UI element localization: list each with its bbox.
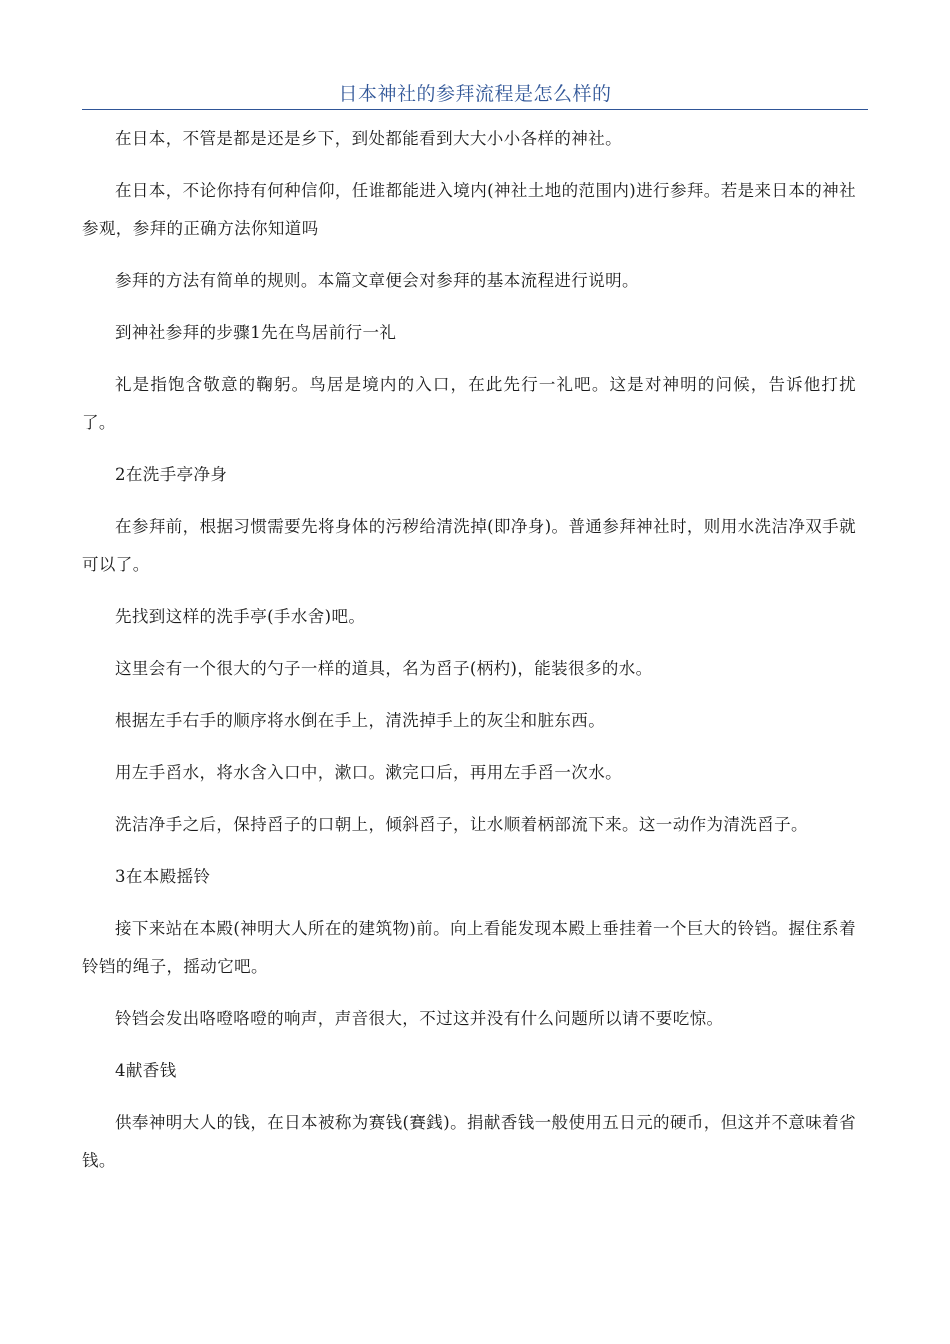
document-body [82,120,856,1180]
paragraph: 洗洁净手之后，保持舀子的口朝上，倾斜舀子，让水顺着柄部流下来。这一动作为清洗舀子。 [115,815,808,834]
paragraph: 根据左手右手的顺序将水倒在手上，清洗掉手上的灰尘和脏东西。 [115,711,606,730]
title-underline [82,109,868,110]
document-title: 日本神社的参拜流程是怎么样的 [338,83,612,105]
paragraph: 接下来站在本殿(神明大人所在的建筑物)前。向上看能发现本殿上垂挂着一个巨大的铃铛。握住系着铃铛的绳子，摇动它吧。 [82,919,856,976]
paragraph: 先找到这样的洗手亭(手水舍)吧。 [115,607,366,626]
paragraph: 供奉神明大人的钱，在日本被称为赛钱(賽銭)。捐献香钱一般使用五日元的硬币，但这并不意味着省钱。 [82,1113,856,1170]
section-heading: 2在洗手亭净身 [115,465,228,484]
paragraph: 在日本，不论你持有何种信仰，任谁都能进入境内(神社土地的范围内)进行参拜。若是来日本的神社参观，参拜的正确方法你知道吗 [82,181,856,238]
paragraph: 参拜的方法有简单的规则。本篇文章便会对参拜的基本流程进行说明。 [115,271,639,290]
paragraph: 这里会有一个很大的勺子一样的道具，名为舀子(柄杓)，能装很多的水。 [115,659,653,678]
paragraph: 礼是指饱含敬意的鞠躬。鸟居是境内的入口，在此先行一礼吧。这是对神明的问候，告诉他打扰了。 [82,375,856,432]
section-heading: 3在本殿摇铃 [115,867,211,886]
paragraph: 用左手舀水，将水含入口中，漱口。漱完口后，再用左手舀一次水。 [115,763,622,782]
paragraph: 铃铛会发出咯噔咯噔的响声，声音很大，不过这并没有什么问题所以请不要吃惊。 [115,1009,724,1028]
section-heading: 4献香钱 [115,1061,177,1080]
paragraph: 在参拜前，根据习惯需要先将身体的污秽给清洗掉(即净身)。普通参拜神社时，则用水洗洁净双手就可以了。 [82,517,856,574]
section-heading: 到神社参拜的步骤1先在鸟居前行一礼 [115,323,397,342]
paragraph: 在日本，不管是都是还是乡下，到处都能看到大大小小各样的神社。 [115,129,622,148]
